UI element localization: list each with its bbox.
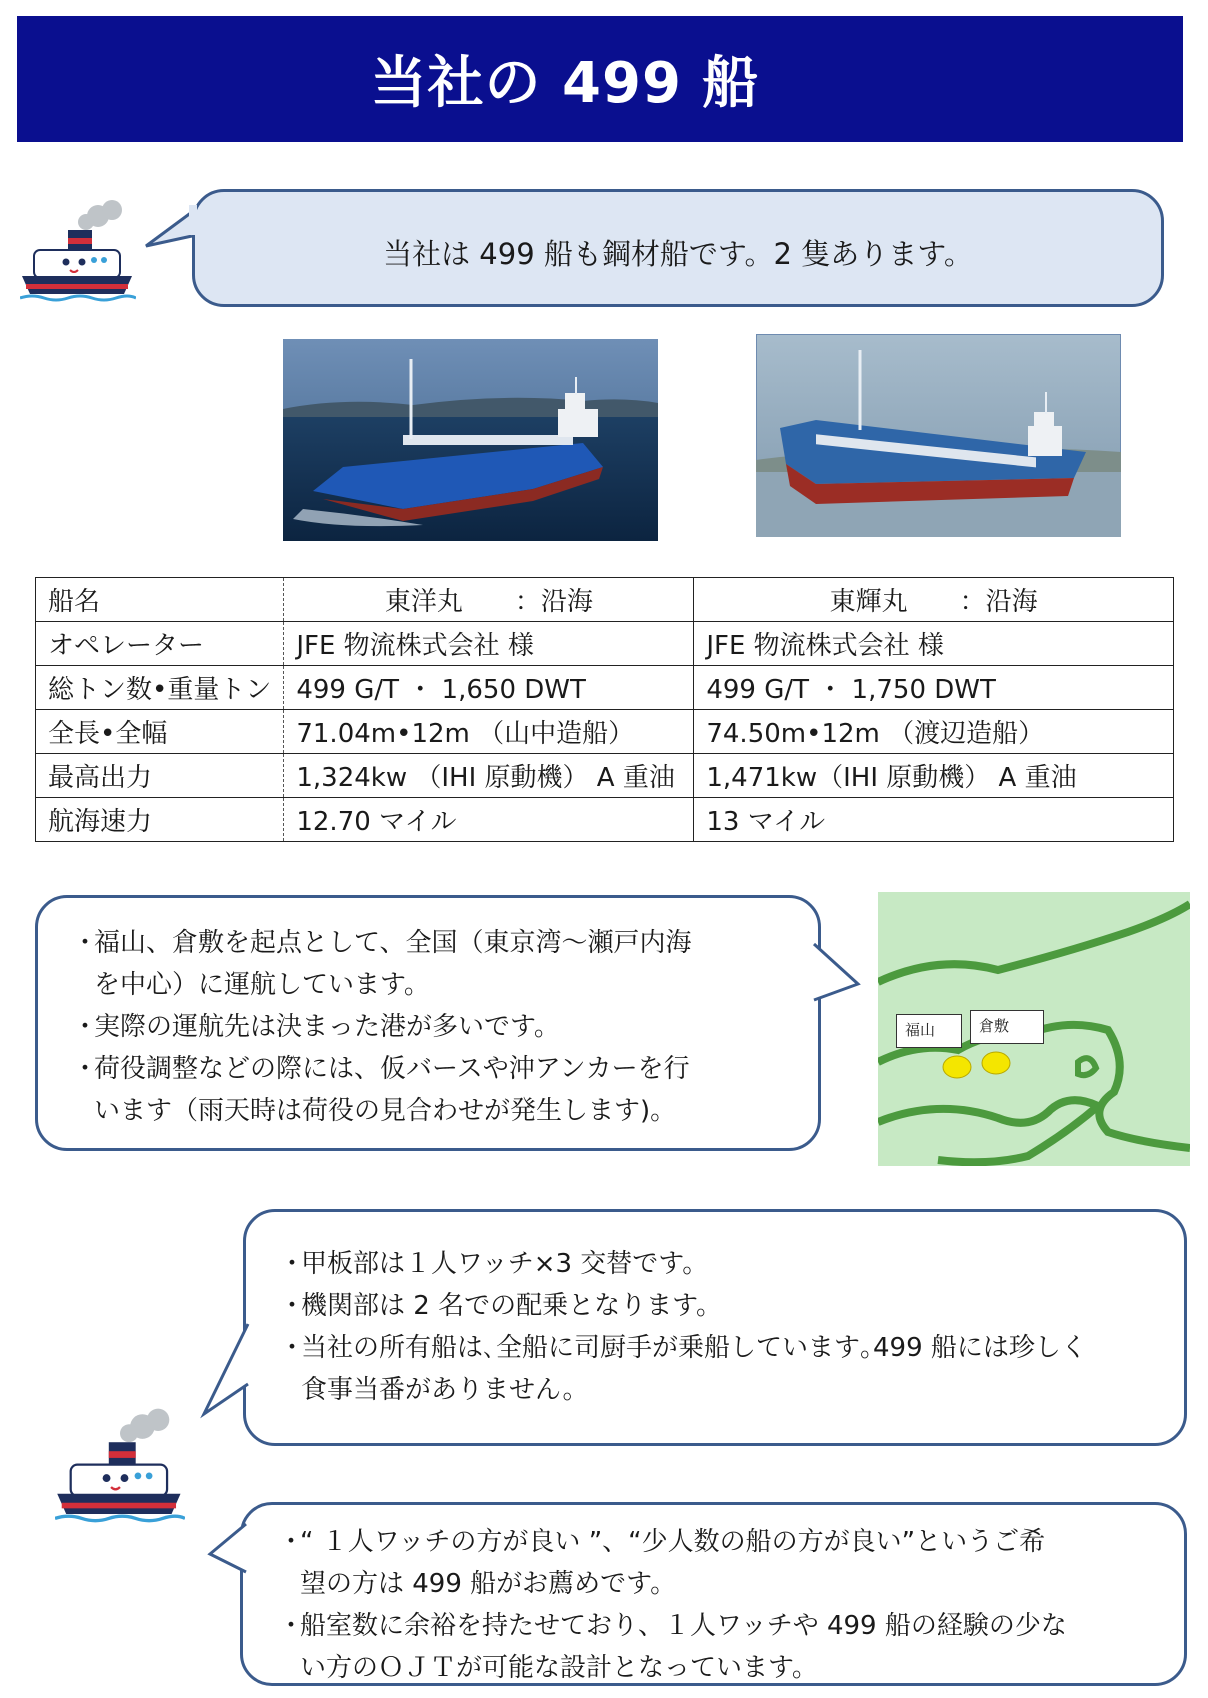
list-item	[72, 1048, 812, 1132]
list-item	[279, 1285, 1179, 1327]
title-banner	[17, 16, 1183, 142]
row-label: 航海速力	[36, 798, 284, 842]
bullet-dot: ・	[279, 1249, 306, 1279]
ship-mascot-icon	[55, 1406, 185, 1530]
ship1-value: 1,324kw （IHI 原動機） A 重油	[284, 754, 694, 798]
list-item	[279, 1327, 1179, 1411]
row-label: 全長•全幅	[36, 710, 284, 754]
bullet-dot: ・	[278, 1527, 305, 1557]
bubble-tail	[206, 1520, 248, 1580]
bullet-dot: ・	[279, 1291, 306, 1321]
intro-text: 当社は 499 船も鋼材船です。2 隻あります。	[383, 237, 973, 271]
bullet-dot: ・	[72, 1054, 99, 1084]
list-item	[279, 1243, 1179, 1285]
bullet-dot: ・	[72, 928, 99, 958]
table-row	[36, 710, 1174, 754]
list-item-text: 甲板部は１人ワッチ×3 交替です。	[301, 1249, 709, 1279]
row-label: オペレーター	[36, 622, 284, 666]
table-row	[36, 754, 1174, 798]
ship-mascot-icon	[20, 198, 136, 308]
ship2-value: JFE 物流株式会社 様	[694, 622, 1174, 666]
ship2-value: 1,471kw（IHI 原動機） A 重油	[694, 754, 1174, 798]
list-item	[72, 922, 812, 1006]
table-row	[36, 798, 1174, 842]
intro-bubble	[192, 189, 1164, 307]
ship1-value: 499 G/T ・ 1,650 DWT	[284, 666, 694, 710]
row-label: 総トン数•重量トン	[36, 666, 284, 710]
ship2-value: 74.50m•12m （渡辺造船）	[694, 710, 1174, 754]
ship2-value: 13 マイル	[694, 798, 1174, 842]
bullet-dot: ・	[278, 1611, 305, 1641]
list-item-text: 機関部は 2 名での配乗となります。	[301, 1291, 722, 1321]
route-map	[878, 892, 1190, 1166]
page-title: 当社の 499 船	[370, 51, 760, 116]
ship1-value: 12.70 マイル	[284, 798, 694, 842]
table-row	[36, 666, 1174, 710]
bubble-tail	[812, 940, 862, 1010]
list-item-text: 荷役調整などの際には、仮バースや沖アンカーを行 います（雨天時は荷役の見合わせが発生します)。	[94, 1054, 690, 1126]
ship1-value: 東洋丸 ：沿海	[284, 578, 694, 622]
ship1-value: JFE 物流株式会社 様	[284, 622, 694, 666]
list-item-text: 福山、倉敷を起点として、全国（東京湾～瀬戸内海 を中心）に運航しています。	[94, 928, 692, 1000]
recommend-bullet-list	[278, 1521, 1178, 1689]
list-item-text: 当社の所有船は､全船に司厨手が乗船しています｡499 船には珍しく 食事当番がありません。	[301, 1333, 1087, 1405]
bubble-tail	[200, 1320, 250, 1420]
list-item-text: 船室数に余裕を持たせており、１人ワッチや 499 船の経験の少な い方のＯＪＴが可能な設計となっています。	[300, 1611, 1067, 1683]
bullet-dot: ・	[279, 1333, 306, 1363]
ship-photo-2	[756, 334, 1121, 537]
bubble-tail	[144, 210, 194, 250]
crew-bullet-list	[279, 1243, 1179, 1411]
list-item	[278, 1605, 1178, 1689]
table-row	[36, 622, 1174, 666]
route-bullet-list	[72, 922, 812, 1132]
row-label: 最高出力	[36, 754, 284, 798]
ship2-value: 東輝丸 ：沿海	[694, 578, 1174, 622]
ship-photo-1	[283, 339, 658, 541]
ship-spec-table	[35, 577, 1174, 842]
map-label-fukuyama: 福山	[896, 1014, 962, 1048]
row-label: 船名	[36, 578, 284, 622]
list-item-text: “ １人ワッチの方が良い ”、“少人数の船の方が良い”というご希 望の方は 499 船がお薦めです。	[300, 1527, 1046, 1599]
map-label-kurashiki: 倉敷	[970, 1010, 1044, 1044]
list-item	[278, 1521, 1178, 1605]
table-row	[36, 578, 1174, 622]
bullet-dot: ・	[72, 1012, 99, 1042]
list-item	[72, 1006, 812, 1048]
list-item-text: 実際の運航先は決まった港が多いです。	[94, 1012, 560, 1042]
ship1-value: 71.04m•12m （山中造船）	[284, 710, 694, 754]
ship2-value: 499 G/T ・ 1,750 DWT	[694, 666, 1174, 710]
